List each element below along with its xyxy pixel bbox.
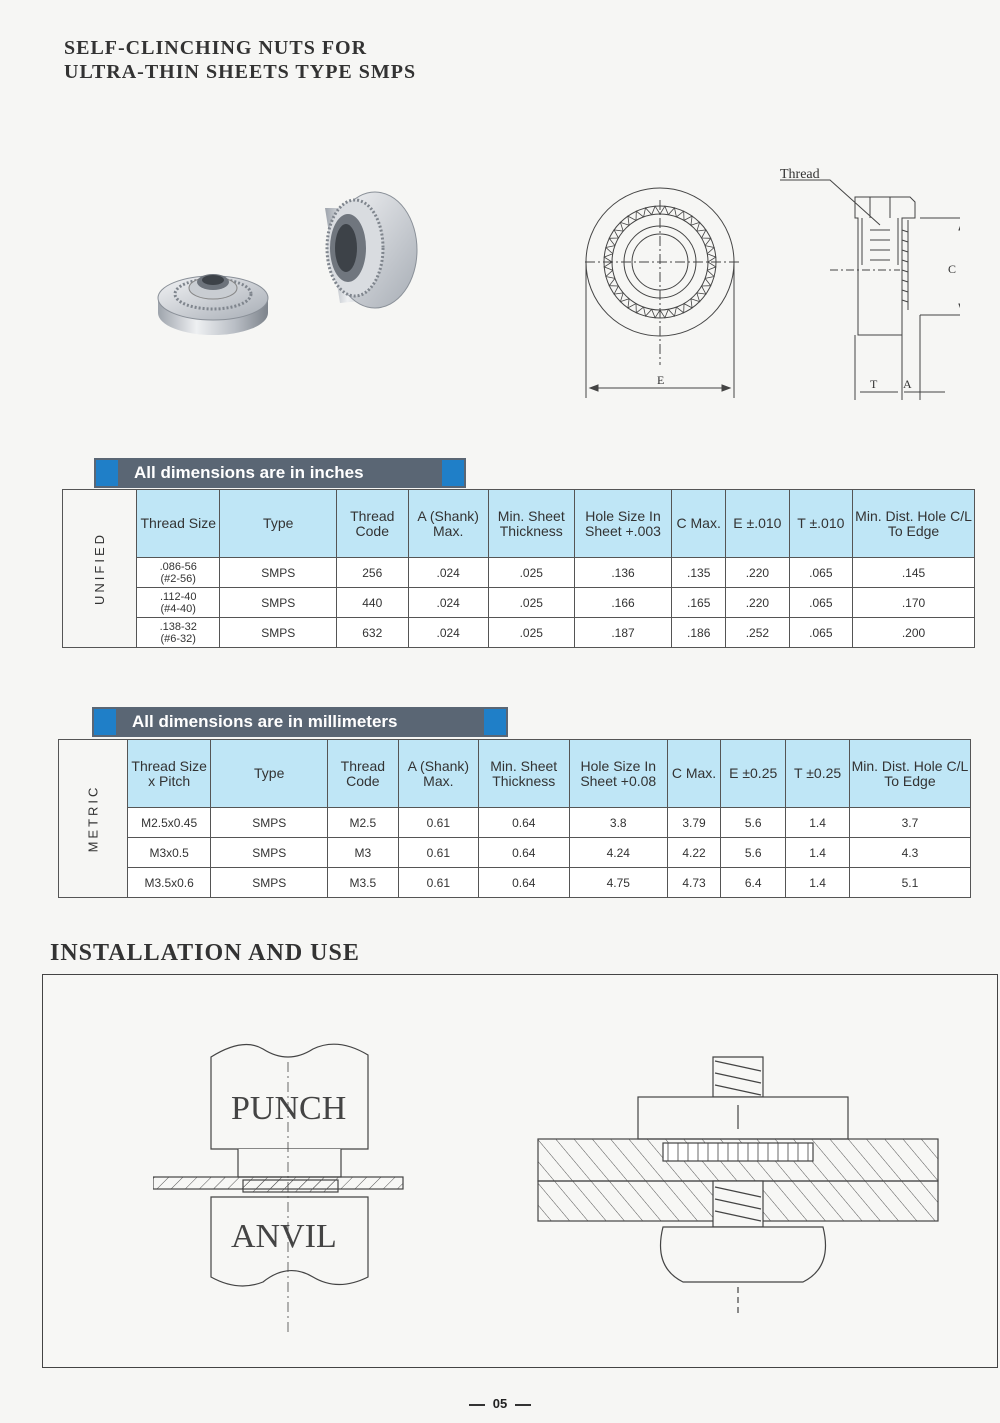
thread-size-cell: M2.5x0.45: [127, 808, 211, 838]
t-cell: 1.4: [786, 838, 849, 868]
e-cell: 6.4: [721, 868, 786, 898]
col-header: A (Shank) Max.: [398, 740, 478, 808]
thread-code-cell: M3: [328, 838, 399, 868]
type-cell: SMPS: [211, 868, 328, 898]
c-max-cell: 3.79: [668, 808, 721, 838]
inch-banner-label: All dimensions are in inches: [134, 463, 364, 482]
min-dist-cell: .200: [853, 618, 975, 648]
product-photo: [150, 188, 440, 348]
min-sheet-cell: 0.64: [478, 868, 569, 898]
col-header: Min. Sheet Thickness: [488, 490, 574, 558]
metric-side-label: METRIC: [59, 740, 128, 898]
dim-label-c: C: [948, 262, 957, 276]
col-header: E ±0.25: [721, 740, 786, 808]
inch-banner: [94, 458, 466, 488]
min-sheet-cell: .025: [488, 558, 574, 588]
dim-label-t: T: [870, 377, 878, 391]
banner-cap-left: [96, 460, 118, 486]
min-dist-cell: .145: [853, 558, 975, 588]
type-cell: SMPS: [220, 588, 337, 618]
banner-cap-right: [484, 709, 506, 735]
min-dist-cell: 5.1: [849, 868, 970, 898]
col-header: Min. Dist. Hole C/L To Edge: [853, 490, 975, 558]
unified-side-label: UNIFIED: [63, 490, 137, 648]
installed-nut-section: [533, 1047, 943, 1337]
col-header: E ±.010: [726, 490, 789, 558]
col-header: Type: [220, 490, 337, 558]
title-line-2: ULTRA-THIN SHEETS TYPE SMPS: [64, 61, 417, 83]
min-sheet-cell: .025: [488, 588, 574, 618]
type-cell: SMPS: [220, 618, 337, 648]
col-header: Thread Code: [336, 490, 408, 558]
min-dist-cell: 4.3: [849, 838, 970, 868]
shank-cell: .024: [408, 618, 488, 648]
e-cell: 5.6: [721, 808, 786, 838]
min-sheet-cell: 0.64: [478, 808, 569, 838]
table-row: [63, 588, 975, 618]
col-header: Hole Size In Sheet +.003: [574, 490, 671, 558]
col-header: T ±.010: [789, 490, 852, 558]
min-sheet-cell: .025: [488, 618, 574, 648]
c-max-cell: .135: [672, 558, 726, 588]
thread-code-cell: 256: [336, 558, 408, 588]
front-view-drawing: [570, 180, 760, 405]
t-cell: 1.4: [786, 808, 849, 838]
nut-photo-1: [158, 274, 268, 335]
type-cell: SMPS: [211, 808, 328, 838]
col-header: C Max.: [672, 490, 726, 558]
table-row: [59, 868, 971, 898]
thread-code-cell: 632: [336, 618, 408, 648]
c-max-cell: .186: [672, 618, 726, 648]
shank-cell: 0.61: [398, 838, 478, 868]
col-header: C Max.: [668, 740, 721, 808]
col-header: Type: [211, 740, 328, 808]
hole-size-cell: 3.8: [569, 808, 667, 838]
thread-code-cell: M2.5: [328, 808, 399, 838]
col-header: Min. Dist. Hole C/L To Edge: [849, 740, 970, 808]
hole-size-cell: .166: [574, 588, 671, 618]
e-cell: .220: [726, 588, 789, 618]
e-cell: 5.6: [721, 838, 786, 868]
table-row: [63, 558, 975, 588]
col-header: T ±0.25: [786, 740, 849, 808]
shank-cell: .024: [408, 558, 488, 588]
col-header: Thread Size: [137, 490, 220, 558]
type-cell: SMPS: [211, 838, 328, 868]
shank-cell: 0.61: [398, 868, 478, 898]
thread-code-cell: M3.5: [328, 868, 399, 898]
shank-cell: 0.61: [398, 808, 478, 838]
table-row: [63, 618, 975, 648]
installation-title: INSTALLATION AND USE: [50, 940, 360, 966]
table-row: [59, 808, 971, 838]
hole-size-cell: 4.24: [569, 838, 667, 868]
col-header: Hole Size In Sheet +0.08: [569, 740, 667, 808]
hole-size-cell: .187: [574, 618, 671, 648]
dim-label-a: A: [903, 377, 912, 391]
anvil-label: ANVIL: [231, 1218, 337, 1255]
min-dist-cell: 3.7: [849, 808, 970, 838]
dim-label-e: E: [657, 373, 665, 387]
t-cell: 1.4: [786, 868, 849, 898]
c-max-cell: .165: [672, 588, 726, 618]
e-cell: .220: [726, 558, 789, 588]
table-row: [59, 838, 971, 868]
t-cell: .065: [789, 588, 852, 618]
hole-size-cell: .136: [574, 558, 671, 588]
t-cell: .065: [789, 558, 852, 588]
thread-size-cell: .086-56 (#2-56): [137, 558, 220, 588]
thread-size-cell: M3x0.5: [127, 838, 211, 868]
hole-size-cell: 4.75: [569, 868, 667, 898]
thread-size-cell: .112-40 (#4-40): [137, 588, 220, 618]
banner-cap-left: [94, 709, 116, 735]
shank-cell: .024: [408, 588, 488, 618]
punch-label: PUNCH: [231, 1090, 347, 1127]
thread-size-cell: .138-32 (#6-32): [137, 618, 220, 648]
metric-table: [58, 739, 971, 898]
unified-table: [62, 489, 975, 648]
e-cell: .252: [726, 618, 789, 648]
mm-banner-label: All dimensions are in millimeters: [132, 712, 398, 731]
mm-banner: [92, 707, 508, 737]
t-cell: .065: [789, 618, 852, 648]
page-number: 05: [0, 1396, 1000, 1411]
nut-photo-2: [325, 192, 417, 308]
thread-callout: Thread: [780, 167, 820, 182]
c-max-cell: 4.22: [668, 838, 721, 868]
punch-anvil-diagram: [153, 1037, 413, 1357]
col-header: Min. Sheet Thickness: [478, 740, 569, 808]
thread-code-cell: 440: [336, 588, 408, 618]
installation-diagram-box: [42, 974, 998, 1368]
banner-cap-right: [442, 460, 464, 486]
c-max-cell: 4.73: [668, 868, 721, 898]
page-dash-left: [469, 1404, 485, 1406]
thread-size-cell: M3.5x0.6: [127, 868, 211, 898]
page-title: [64, 36, 416, 84]
col-header: Thread Size x Pitch: [127, 740, 211, 808]
min-dist-cell: .170: [853, 588, 975, 618]
col-header: Thread Code: [328, 740, 399, 808]
min-sheet-cell: 0.64: [478, 838, 569, 868]
col-header: A (Shank) Max.: [408, 490, 488, 558]
side-view-drawing: [770, 160, 960, 405]
page-dash-right: [515, 1404, 531, 1406]
title-line-1: SELF-CLINCHING NUTS FOR: [64, 37, 368, 59]
type-cell: SMPS: [220, 558, 337, 588]
